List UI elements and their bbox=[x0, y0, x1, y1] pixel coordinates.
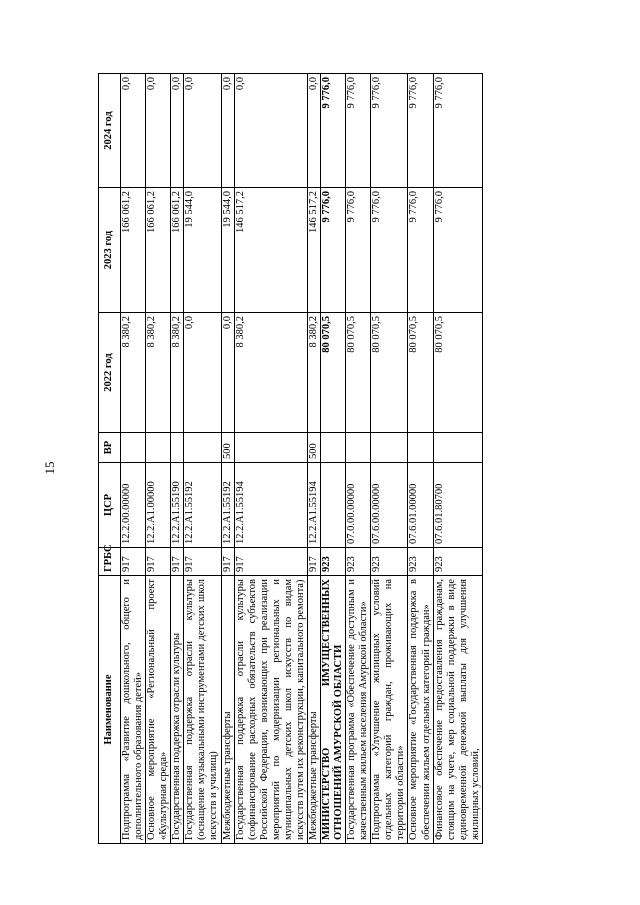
cell-name: Финансовое обеспечение предоставления гражданам, стоящим на учете, мер социальной поддержки в виде единовременной денежной выплаты для улучшения жилищных условий, bbox=[433, 576, 482, 844]
cell-vr bbox=[121, 433, 146, 463]
cell-name: МИНИСТЕРСТВО ИМУЩЕСТВЕННЫХ ОТНОШЕНИЙ АМУРСКОЙ ОБЛАСТИ bbox=[321, 576, 346, 844]
cell-csr: 07.0.00.00000 bbox=[346, 463, 371, 548]
cell-vr bbox=[146, 433, 171, 463]
cell-2022: 8 380,2 bbox=[234, 313, 307, 433]
cell-csr: 12.2.A1.55192 bbox=[221, 463, 234, 548]
cell-name: Подпрограмма «Развитие дошкольного, общего и дополнительного образования детей» bbox=[121, 576, 146, 844]
cell-2023: 19 544,0 bbox=[184, 188, 221, 313]
cell-grbs: 923 bbox=[371, 548, 408, 576]
header-grbs: ГРБС bbox=[99, 548, 121, 576]
cell-name: Подпрограмма «Улучшение жилищных условий отдельных категорий граждан, проживающих на территории области» bbox=[371, 576, 408, 844]
table-row bbox=[221, 74, 234, 844]
cell-grbs: 923 bbox=[346, 548, 371, 576]
cell-vr: 500 bbox=[221, 433, 234, 463]
cell-2023: 19 544,0 bbox=[221, 188, 234, 313]
cell-csr: 12.2.A1.55194 bbox=[234, 463, 307, 548]
cell-csr: 12.2.A1.55192 bbox=[184, 463, 221, 548]
cell-2022: 80 070,5 bbox=[408, 313, 433, 433]
cell-2023: 166 061,2 bbox=[171, 188, 184, 313]
header-name: Наименование bbox=[99, 576, 121, 844]
cell-2023: 146 517,2 bbox=[307, 188, 320, 313]
cell-2023: 9 776,0 bbox=[371, 188, 408, 313]
cell-2023: 9 776,0 bbox=[321, 188, 346, 313]
cell-2024: 0,0 bbox=[234, 74, 307, 188]
cell-name: Государственная поддержка отрасли культуры bbox=[171, 576, 184, 844]
header-vr: ВР bbox=[99, 433, 121, 463]
cell-grbs: 917 bbox=[184, 548, 221, 576]
cell-csr: 12.2.A1.55190 bbox=[171, 463, 184, 548]
cell-name: Государственная поддержка отрасли культуры (софинансирование расходных обязательств субъектов Российской Федерации, возникающих при реализации мероприятий по модернизации региональных и муниципальных детских школ искусств по видам искусств путем их реконструкции, капитального ремонта) bbox=[234, 576, 307, 844]
cell-name: Основное мероприятие «Региональный проект «Культурная среда» bbox=[146, 576, 171, 844]
cell-vr bbox=[433, 433, 482, 463]
cell-grbs: 923 bbox=[433, 548, 482, 576]
cell-vr bbox=[346, 433, 371, 463]
header-csr: ЦСР bbox=[99, 463, 121, 548]
cell-2023: 166 061,2 bbox=[121, 188, 146, 313]
cell-csr: 07.6.00.00000 bbox=[371, 463, 408, 548]
table-row bbox=[346, 74, 371, 844]
header-2024: 2024 год bbox=[99, 74, 121, 188]
cell-grbs: 923 bbox=[321, 548, 346, 576]
cell-2022: 8 380,2 bbox=[171, 313, 184, 433]
cell-2024: 0,0 bbox=[221, 74, 234, 188]
table-row bbox=[307, 74, 320, 844]
cell-name: Государственная программа «Обеспечение доступным и качественным жильем населения Амурской области» bbox=[346, 576, 371, 844]
cell-2024: 9 776,0 bbox=[408, 74, 433, 188]
table-body bbox=[121, 74, 483, 844]
table-row bbox=[146, 74, 171, 844]
cell-2023: 146 517,2 bbox=[234, 188, 307, 313]
cell-name: Межбюджетные трансферты bbox=[307, 576, 320, 844]
table-row bbox=[121, 74, 146, 844]
cell-csr: 12.2.A1.55194 bbox=[307, 463, 320, 548]
cell-2022: 80 070,5 bbox=[371, 313, 408, 433]
table-row bbox=[184, 74, 221, 844]
cell-grbs: 917 bbox=[121, 548, 146, 576]
budget-table bbox=[98, 73, 483, 844]
cell-2024: 0,0 bbox=[121, 74, 146, 188]
cell-2022: 0,0 bbox=[184, 313, 221, 433]
cell-2023: 166 061,2 bbox=[146, 188, 171, 313]
page-number: 15 bbox=[42, 461, 57, 475]
cell-csr: 07.6.01.00000 bbox=[408, 463, 433, 548]
cell-grbs: 917 bbox=[234, 548, 307, 576]
cell-2022: 8 380,2 bbox=[146, 313, 171, 433]
cell-name: Государственная поддержка отрасли культуры (оснащение музыкальными инструментами детских школ искусств и училищ) bbox=[184, 576, 221, 844]
cell-csr bbox=[321, 463, 346, 548]
cell-csr: 12.2.A1.00000 bbox=[146, 463, 171, 548]
cell-2022: 8 380,2 bbox=[121, 313, 146, 433]
cell-csr: 12.2.00.00000 bbox=[121, 463, 146, 548]
cell-vr bbox=[171, 433, 184, 463]
table-row bbox=[234, 74, 307, 844]
table-row bbox=[408, 74, 433, 844]
cell-2024: 9 776,0 bbox=[346, 74, 371, 188]
header-2022: 2022 год bbox=[99, 313, 121, 433]
cell-vr bbox=[184, 433, 221, 463]
cell-vr bbox=[408, 433, 433, 463]
cell-2022: 80 070,5 bbox=[346, 313, 371, 433]
cell-2024: 0,0 bbox=[184, 74, 221, 188]
table-row bbox=[321, 74, 346, 844]
cell-vr bbox=[321, 433, 346, 463]
cell-2022: 80 070,5 bbox=[433, 313, 482, 433]
cell-2023: 9 776,0 bbox=[408, 188, 433, 313]
cell-2024: 0,0 bbox=[146, 74, 171, 188]
cell-2024: 9 776,0 bbox=[371, 74, 408, 188]
cell-csr: 07.6.01.80700 bbox=[433, 463, 482, 548]
header-2023: 2023 год bbox=[99, 188, 121, 313]
cell-grbs: 917 bbox=[171, 548, 184, 576]
cell-2022: 80 070,5 bbox=[321, 313, 346, 433]
cell-2024: 0,0 bbox=[307, 74, 320, 188]
table-header-row bbox=[99, 74, 121, 844]
cell-grbs: 917 bbox=[221, 548, 234, 576]
cell-vr: 500 bbox=[307, 433, 320, 463]
cell-vr bbox=[234, 433, 307, 463]
cell-vr bbox=[371, 433, 408, 463]
cell-2023: 9 776,0 bbox=[433, 188, 482, 313]
cell-grbs: 917 bbox=[307, 548, 320, 576]
table-row bbox=[433, 74, 482, 844]
table-row bbox=[371, 74, 408, 844]
cell-grbs: 917 bbox=[146, 548, 171, 576]
rotated-page-content bbox=[98, 74, 596, 844]
cell-name: Основное мероприятие «Государственная поддержка в обеспечении жильем отдельных категорий граждан» bbox=[408, 576, 433, 844]
cell-2024: 0,0 bbox=[171, 74, 184, 188]
cell-name: Межбюджетные трансферты bbox=[221, 576, 234, 844]
cell-2022: 0,0 bbox=[221, 313, 234, 433]
cell-2022: 8 380,2 bbox=[307, 313, 320, 433]
table-row bbox=[171, 74, 184, 844]
cell-2024: 9 776,0 bbox=[321, 74, 346, 188]
cell-2023: 9 776,0 bbox=[346, 188, 371, 313]
cell-2024: 9 776,0 bbox=[433, 74, 482, 188]
cell-grbs: 923 bbox=[408, 548, 433, 576]
